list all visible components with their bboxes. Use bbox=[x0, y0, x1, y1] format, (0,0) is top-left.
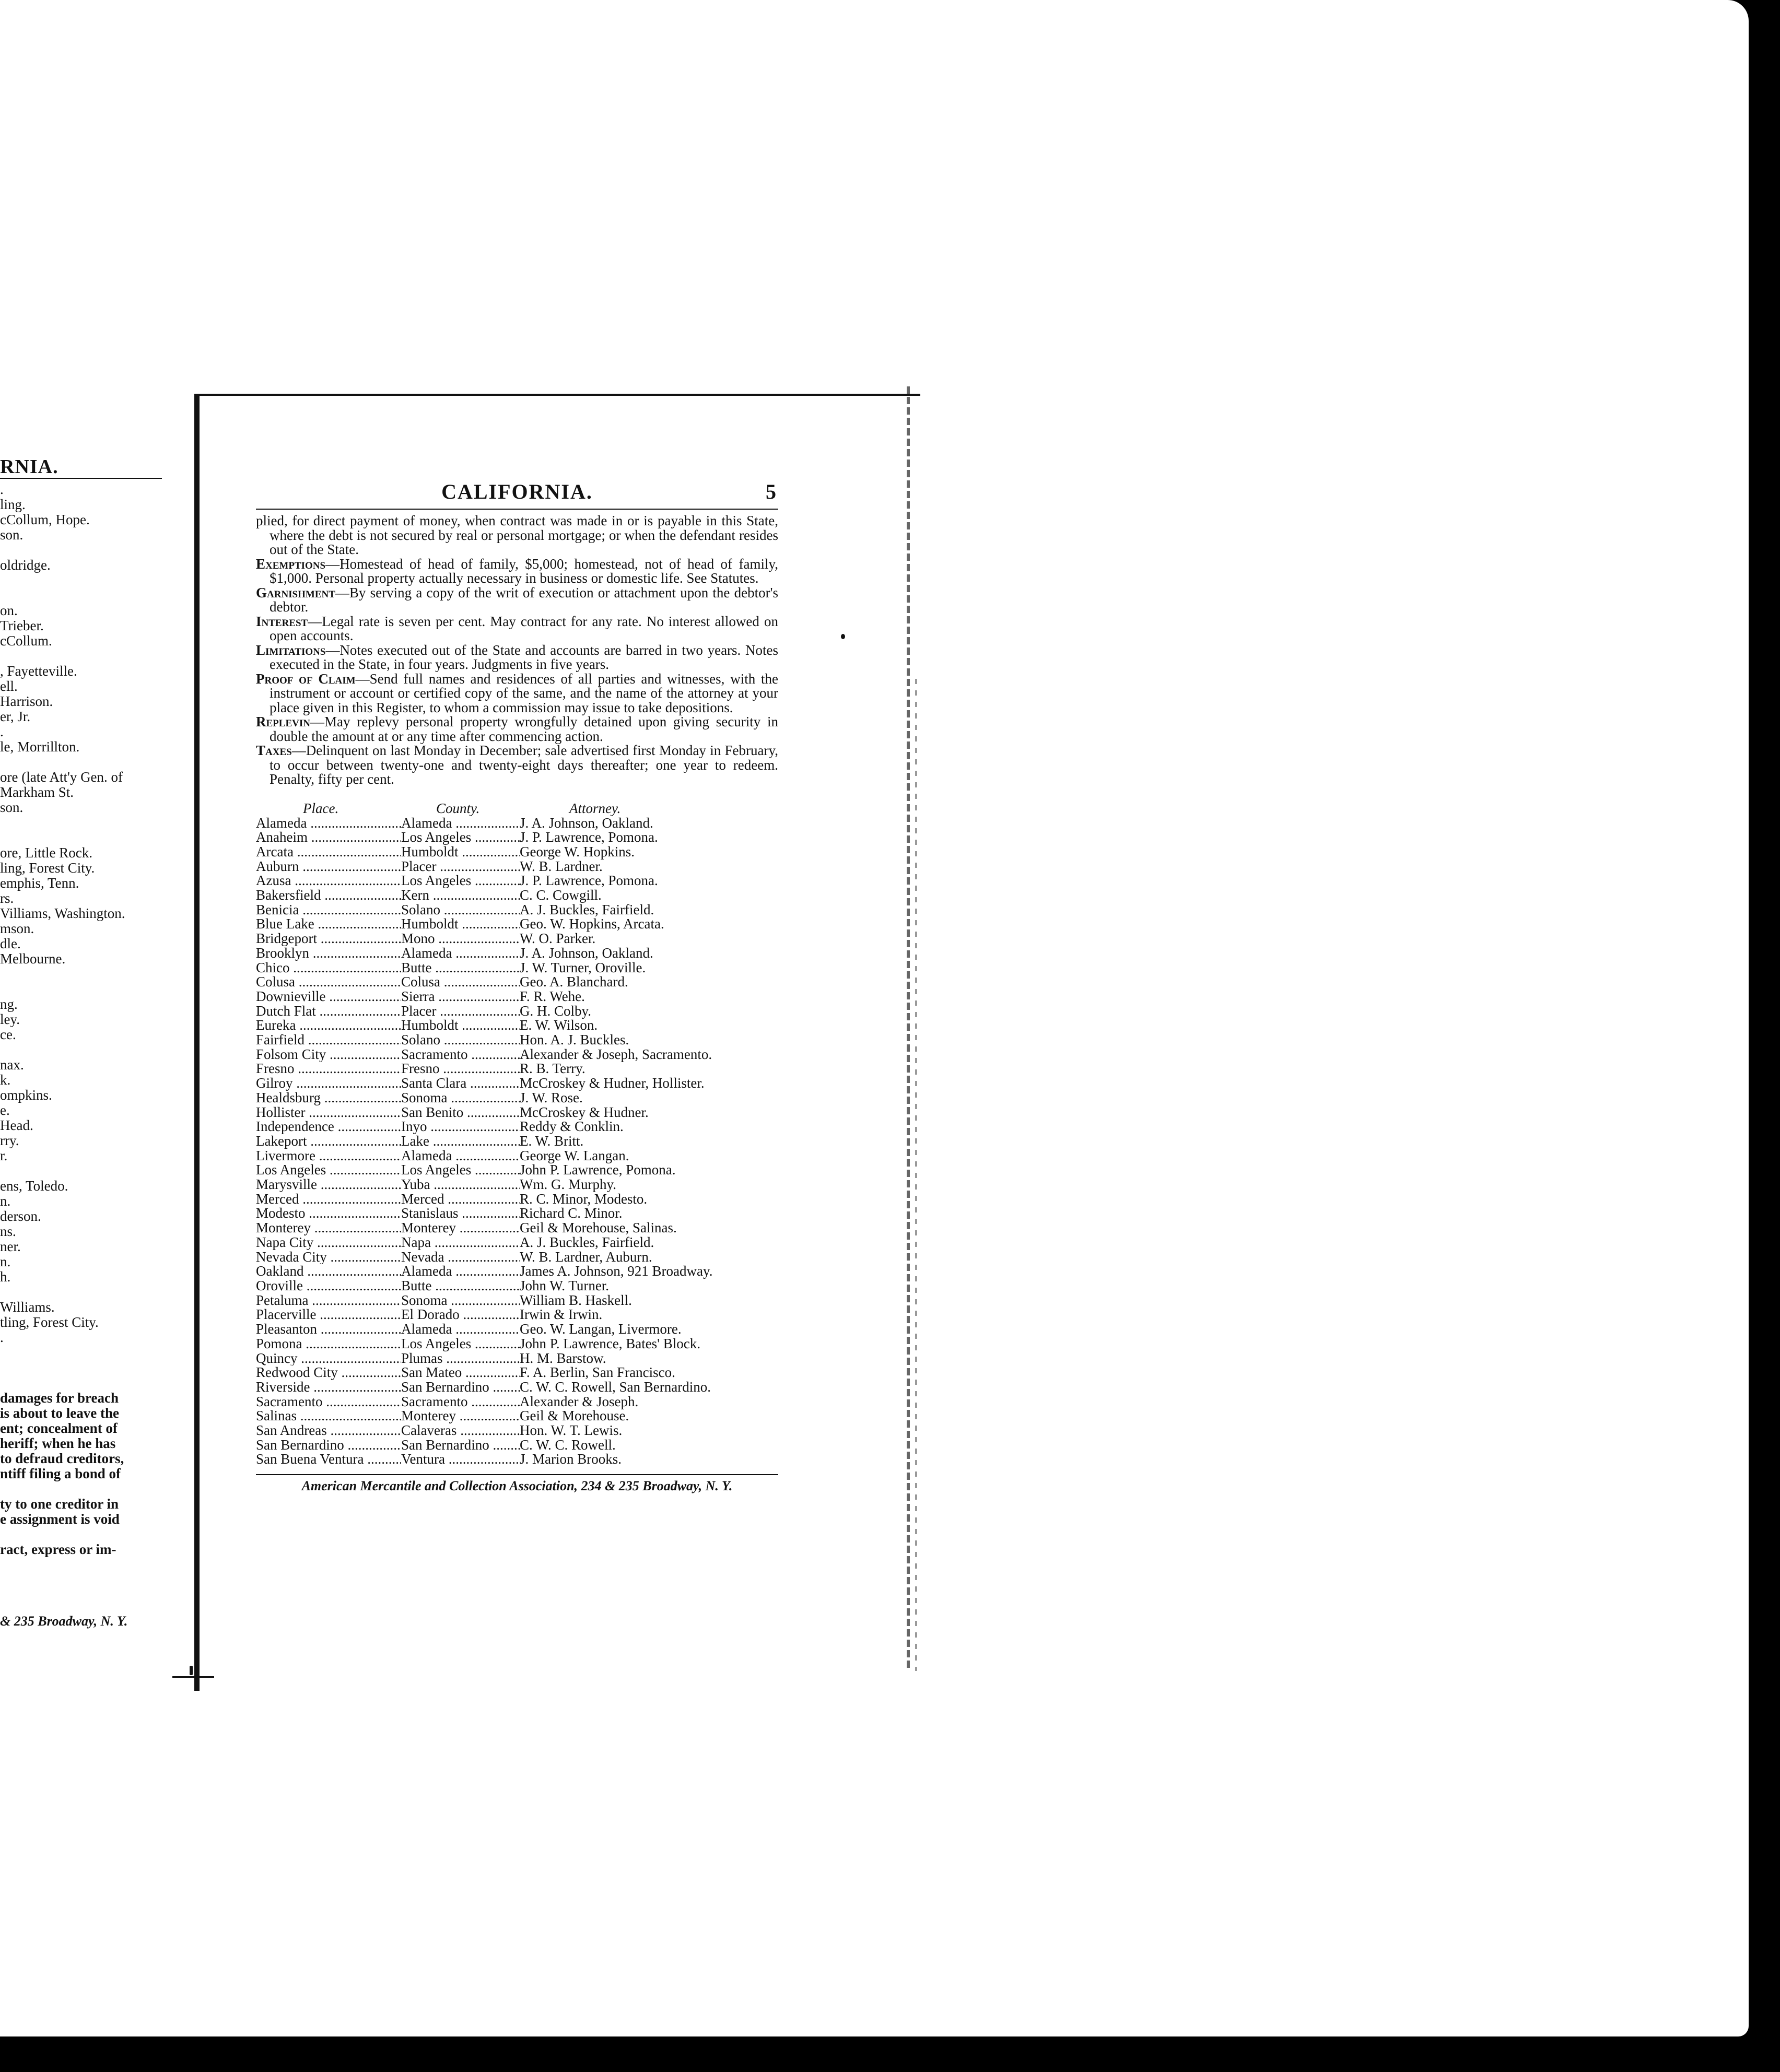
table-row bbox=[256, 1395, 778, 1409]
table-row bbox=[256, 1206, 778, 1221]
attorney-cell: Geo. W. Hopkins, Arcata. bbox=[520, 916, 664, 932]
table-row bbox=[256, 1235, 778, 1250]
attorney-cell: J. A. Johnson, Oakland. bbox=[520, 815, 653, 831]
table-row bbox=[256, 961, 778, 975]
place-cell: Los Angeles ..... bbox=[256, 1163, 401, 1178]
table-row bbox=[256, 1149, 778, 1163]
place-cell: Oakland ..... bbox=[256, 1264, 401, 1279]
previous-page-line: ent; concealment of bbox=[0, 1420, 118, 1436]
page-corner-mark bbox=[172, 1676, 214, 1693]
county-cell: Merced ..... bbox=[401, 1192, 520, 1207]
table-row bbox=[256, 1452, 778, 1467]
column-header-place: Place. bbox=[303, 800, 339, 816]
attorney-cell: Geil & Morehouse. bbox=[520, 1408, 629, 1424]
attorney-cell: George W. Langan. bbox=[520, 1147, 629, 1163]
attorney-cell: J. P. Lawrence, Pomona. bbox=[520, 873, 658, 889]
previous-page-line: ore (late Att'y Gen. of bbox=[0, 769, 123, 785]
table-row bbox=[256, 1120, 778, 1134]
county-cell: Yuba ..... bbox=[401, 1178, 520, 1192]
table-row bbox=[256, 1322, 778, 1337]
previous-page-line: ling. bbox=[0, 497, 26, 512]
table-row bbox=[256, 903, 778, 917]
previous-page-line: ntiff filing a bond of bbox=[0, 1466, 121, 1481]
page-header bbox=[256, 475, 778, 510]
attorney-cell: Richard C. Minor. bbox=[520, 1205, 623, 1221]
attorney-cell: William B. Haskell. bbox=[520, 1292, 632, 1308]
previous-page-line bbox=[0, 815, 162, 830]
place-cell: Folsom City ..... bbox=[256, 1047, 401, 1062]
table-row bbox=[256, 1279, 778, 1293]
previous-page-line: rs. bbox=[0, 890, 14, 906]
previous-page-line bbox=[0, 1163, 162, 1179]
place-cell: Anaheim ..... bbox=[256, 830, 401, 845]
county-cell: Placer ..... bbox=[401, 1004, 520, 1019]
previous-page-line: tling, Forest City. bbox=[0, 1314, 99, 1330]
previous-page-line bbox=[0, 1042, 162, 1057]
previous-page-line: emphis, Tenn. bbox=[0, 875, 79, 891]
table-row bbox=[256, 1380, 778, 1395]
place-cell: Riverside ..... bbox=[256, 1380, 401, 1395]
place-cell: Blue Lake ..... bbox=[256, 917, 401, 932]
place-cell: Gilroy ..... bbox=[256, 1076, 401, 1091]
attorney-cell: McCroskey & Hudner. bbox=[520, 1104, 649, 1120]
attorney-cell: C. W. C. Rowell, San Bernardino. bbox=[520, 1379, 711, 1395]
table-row bbox=[256, 1004, 778, 1019]
law-paragraph bbox=[256, 514, 778, 557]
county-cell: Sonoma ..... bbox=[401, 1293, 520, 1308]
attorney-table-header bbox=[256, 800, 778, 816]
table-row bbox=[256, 946, 778, 961]
attorney-cell: E. W. Wilson. bbox=[520, 1017, 598, 1033]
county-cell: Humboldt ..... bbox=[401, 917, 520, 932]
attorney-cell: A. J. Buckles, Fairfield. bbox=[520, 901, 654, 917]
table-row bbox=[256, 990, 778, 1004]
law-paragraph bbox=[256, 557, 778, 586]
previous-page-line bbox=[0, 1527, 162, 1542]
law-text: —Legal rate is seven per cent. May contract for any rate. No interest allowed on open accounts. bbox=[270, 613, 778, 643]
page-footer: American Mercantile and Collection Association, 234 & 235 Broadway, N. Y. bbox=[256, 1474, 778, 1494]
attorney-cell: W. O. Parker. bbox=[520, 931, 596, 947]
previous-page-line: . bbox=[0, 724, 4, 739]
county-cell: Calaveras ..... bbox=[401, 1423, 520, 1438]
attorney-cell: J. A. Johnson, Oakland. bbox=[520, 945, 653, 961]
table-row bbox=[256, 1076, 778, 1091]
previous-page-line bbox=[0, 543, 162, 558]
place-cell: Arcata ..... bbox=[256, 845, 401, 860]
attorney-cell: Irwin & Irwin. bbox=[520, 1306, 603, 1323]
place-cell: Sacramento ..... bbox=[256, 1395, 401, 1409]
place-cell: Fairfield ..... bbox=[256, 1033, 401, 1047]
previous-page-lines bbox=[0, 482, 162, 1557]
attorney-cell: Reddy & Conklin. bbox=[520, 1119, 624, 1135]
previous-page-line: e assignment is void bbox=[0, 1511, 120, 1527]
county-cell: Stanislaus ..... bbox=[401, 1206, 520, 1221]
law-text: —Homestead of head of family, $5,000; homestead, not of head of family, $1,000. Personal property actually necessary in business or domestic life. See Statutes. bbox=[270, 556, 778, 586]
page-number: 5 bbox=[766, 480, 776, 503]
previous-page-line: nax. bbox=[0, 1057, 24, 1073]
previous-page-line bbox=[0, 1345, 162, 1360]
table-row bbox=[256, 1062, 778, 1076]
place-cell: Modesto ..... bbox=[256, 1206, 401, 1221]
column-header-attorney: Attorney. bbox=[569, 800, 621, 816]
attorney-cell: John P. Lawrence, Pomona. bbox=[520, 1162, 676, 1178]
attorney-cell: W. B. Lardner, Auburn. bbox=[520, 1249, 652, 1265]
law-term: Limitations bbox=[256, 642, 326, 658]
place-cell: Healdsburg ..... bbox=[256, 1091, 401, 1105]
county-cell: Alameda ..... bbox=[401, 1264, 520, 1279]
attorney-cell: Geo. W. Langan, Livermore. bbox=[520, 1321, 682, 1337]
page-title: CALIFORNIA. bbox=[441, 480, 593, 503]
attorney-cell: Geil & Morehouse, Salinas. bbox=[520, 1220, 677, 1236]
table-row bbox=[256, 1221, 778, 1235]
attorney-cell: J. P. Lawrence, Pomona. bbox=[520, 829, 658, 845]
place-cell: Alameda ..... bbox=[256, 816, 401, 831]
table-row bbox=[256, 888, 778, 903]
law-text: —Notes executed out of the State and accounts are barred in two years. Notes executed in the State, in four years. Judgments in five years. bbox=[270, 642, 778, 672]
table-row bbox=[256, 1365, 778, 1380]
table-row bbox=[256, 1105, 778, 1120]
county-cell: Alameda ..... bbox=[401, 816, 520, 831]
place-cell: Livermore ..... bbox=[256, 1149, 401, 1163]
attorney-cell: Hon. A. J. Buckles. bbox=[520, 1032, 629, 1048]
previous-page-line bbox=[0, 1481, 162, 1497]
previous-page-line: ner. bbox=[0, 1239, 21, 1254]
previous-page-line: is about to leave the bbox=[0, 1405, 119, 1421]
county-cell: Alameda ..... bbox=[401, 946, 520, 961]
law-text: plied, for direct payment of money, when contract was made in or is payable in this State, where the debt is not secured by real or personal mortgage; or when the defendant resides out of the State. bbox=[256, 513, 778, 557]
place-cell: Monterey ..... bbox=[256, 1221, 401, 1235]
previous-page-line: Markham St. bbox=[0, 784, 74, 800]
county-cell: Monterey ..... bbox=[401, 1221, 520, 1235]
place-cell: Downieville ..... bbox=[256, 990, 401, 1004]
place-cell: Fresno ..... bbox=[256, 1062, 401, 1076]
law-term: Garnishment bbox=[256, 584, 335, 601]
previous-page-line: ell. bbox=[0, 678, 18, 694]
place-cell: Azusa ..... bbox=[256, 874, 401, 888]
county-cell: Santa Clara ..... bbox=[401, 1076, 520, 1091]
page-edge-rule-secondary bbox=[915, 679, 917, 1671]
previous-page-line: . bbox=[0, 1329, 4, 1345]
attorney-cell: E. W. Britt. bbox=[520, 1133, 584, 1149]
place-cell: Pomona ..... bbox=[256, 1337, 401, 1351]
previous-page-line: on. bbox=[0, 603, 18, 618]
table-row bbox=[256, 1047, 778, 1062]
law-summary bbox=[256, 514, 778, 787]
previous-page-line: ce. bbox=[0, 1027, 16, 1042]
attorney-cell: Wm. G. Murphy. bbox=[520, 1176, 616, 1193]
previous-page-line: oldridge. bbox=[0, 557, 51, 573]
place-cell: Oroville ..... bbox=[256, 1279, 401, 1293]
county-cell: Kern ..... bbox=[401, 888, 520, 903]
county-cell: San Benito ..... bbox=[401, 1105, 520, 1120]
county-cell: Placer ..... bbox=[401, 860, 520, 874]
county-cell: Napa ..... bbox=[401, 1235, 520, 1250]
law-text: —Send full names and residences of all parties and witnesses, with the instrument or account or certified copy of the same, and the name of the attorney at your place given in this Register, to whom a commission may issue to take depositions. bbox=[270, 670, 778, 715]
table-row bbox=[256, 917, 778, 932]
attorney-cell: Geo. A. Blanchard. bbox=[520, 974, 628, 990]
previous-page-line: rry. bbox=[0, 1133, 19, 1148]
previous-page-line: ens, Toledo. bbox=[0, 1178, 68, 1194]
attorney-cell: James A. Johnson, 921 Broadway. bbox=[520, 1263, 713, 1279]
attorney-cell: A. J. Buckles, Fairfield. bbox=[520, 1234, 654, 1250]
previous-page-fragment bbox=[0, 460, 162, 1645]
attorney-cell: John P. Lawrence, Bates' Block. bbox=[520, 1335, 701, 1351]
county-cell: Plumas ..... bbox=[401, 1351, 520, 1366]
table-row bbox=[256, 1178, 778, 1192]
place-cell: Merced ..... bbox=[256, 1192, 401, 1207]
previous-page-line: dle. bbox=[0, 936, 21, 951]
table-row bbox=[256, 1337, 778, 1351]
attorney-cell: Hon. W. T. Lewis. bbox=[520, 1422, 623, 1439]
place-cell: Napa City ..... bbox=[256, 1235, 401, 1250]
place-cell: Lakeport ..... bbox=[256, 1134, 401, 1149]
place-cell: Chico ..... bbox=[256, 961, 401, 975]
previous-page-line: ract, express or im- bbox=[0, 1541, 116, 1557]
previous-page-line: Trieber. bbox=[0, 618, 44, 633]
previous-page-line: ling, Forest City. bbox=[0, 860, 95, 876]
county-cell: Lake ..... bbox=[401, 1134, 520, 1149]
place-cell: Colusa ..... bbox=[256, 975, 401, 990]
county-cell: Butte ..... bbox=[401, 961, 520, 975]
attorney-cell: J. Marion Brooks. bbox=[520, 1451, 622, 1467]
previous-page-line: Williams. bbox=[0, 1299, 55, 1315]
county-cell: San Bernardino ..... bbox=[401, 1438, 520, 1453]
law-term: Interest bbox=[256, 613, 308, 629]
previous-page-line: ty to one creditor in bbox=[0, 1496, 119, 1512]
county-cell: Alameda ..... bbox=[401, 1322, 520, 1337]
previous-page-line: Harrison. bbox=[0, 693, 53, 709]
county-cell: Mono ..... bbox=[401, 932, 520, 946]
county-cell: Sonoma ..... bbox=[401, 1091, 520, 1105]
place-cell: Bakersfield ..... bbox=[256, 888, 401, 903]
table-row bbox=[256, 1308, 778, 1322]
county-cell: Alameda ..... bbox=[401, 1149, 520, 1163]
attorney-cell: McCroskey & Hudner, Hollister. bbox=[520, 1075, 705, 1091]
place-cell: Pleasanton ..... bbox=[256, 1322, 401, 1337]
previous-page-line: ley. bbox=[0, 1011, 20, 1027]
county-cell: Monterey ..... bbox=[401, 1409, 520, 1423]
law-term: Taxes bbox=[256, 743, 292, 758]
previous-page-line bbox=[0, 588, 162, 603]
previous-page-line bbox=[0, 1360, 162, 1375]
attorney-cell: W. B. Lardner. bbox=[520, 858, 603, 874]
county-cell: Solano ..... bbox=[401, 903, 520, 917]
previous-page-line: cCollum, Hope. bbox=[0, 512, 90, 527]
table-row bbox=[256, 1033, 778, 1047]
table-row bbox=[256, 975, 778, 990]
attorney-cell: F. A. Berlin, San Francisco. bbox=[520, 1364, 675, 1381]
previous-page-line: h. bbox=[0, 1269, 11, 1285]
county-cell: Los Angeles ..... bbox=[401, 874, 520, 888]
previous-page-line bbox=[0, 1285, 162, 1300]
place-cell: Eureka ..... bbox=[256, 1018, 401, 1033]
previous-page-footer: & 235 Broadway, N. Y. bbox=[0, 1614, 128, 1629]
law-paragraph bbox=[256, 643, 778, 672]
place-cell: San Buena Ventura ..... bbox=[256, 1452, 401, 1467]
previous-page-line bbox=[0, 1375, 162, 1391]
law-text: —May replevy personal property wrongfully detained upon giving security in double the amount at or any time after commencing action. bbox=[270, 714, 778, 744]
previous-page-line: ore, Little Rock. bbox=[0, 845, 92, 861]
previous-page-line: damages for breach bbox=[0, 1390, 119, 1406]
county-cell: Los Angeles ..... bbox=[401, 830, 520, 845]
county-cell: Humboldt ..... bbox=[401, 845, 520, 860]
previous-page-line: e. bbox=[0, 1102, 10, 1118]
table-row bbox=[256, 1192, 778, 1207]
attorney-cell: R. C. Minor, Modesto. bbox=[520, 1191, 648, 1207]
previous-page-line bbox=[0, 573, 162, 588]
law-term: Proof of Claim bbox=[256, 670, 356, 687]
previous-page-line: to defraud creditors, bbox=[0, 1451, 124, 1466]
county-cell: Nevada ..... bbox=[401, 1250, 520, 1265]
previous-page-line: Head. bbox=[0, 1117, 33, 1133]
previous-page-line: ns. bbox=[0, 1223, 16, 1239]
previous-page-line: le, Morrillton. bbox=[0, 739, 80, 755]
table-row bbox=[256, 816, 778, 831]
place-cell: San Andreas ..... bbox=[256, 1423, 401, 1438]
place-cell: Benicia ..... bbox=[256, 903, 401, 917]
county-cell: Los Angeles ..... bbox=[401, 1337, 520, 1351]
place-cell: Placerville ..... bbox=[256, 1308, 401, 1322]
place-cell: Hollister ..... bbox=[256, 1105, 401, 1120]
attorney-table bbox=[256, 816, 778, 1467]
previous-page-line: , Fayetteville. bbox=[0, 663, 77, 679]
previous-page-line: Villiams, Washington. bbox=[0, 905, 125, 921]
county-cell: Sacramento ..... bbox=[401, 1047, 520, 1062]
attorney-cell: John W. Turner. bbox=[520, 1278, 610, 1293]
law-text: —By serving a copy of the writ of execution or attachment upon the debtor's debtor. bbox=[270, 584, 778, 615]
table-row bbox=[256, 1018, 778, 1033]
place-cell: Nevada City ..... bbox=[256, 1250, 401, 1265]
previous-page-line: mson. bbox=[0, 921, 34, 936]
previous-page-line: r. bbox=[0, 1148, 8, 1163]
attorney-cell: R. B. Terry. bbox=[520, 1061, 585, 1077]
previous-page-line: ompkins. bbox=[0, 1087, 52, 1103]
place-cell: Brooklyn ..... bbox=[256, 946, 401, 961]
law-paragraph bbox=[256, 586, 778, 615]
previous-page-line: ng. bbox=[0, 996, 18, 1012]
previous-page-heading: RNIA. bbox=[0, 460, 162, 479]
place-cell: Independence ..... bbox=[256, 1120, 401, 1134]
county-cell: Sacramento ..... bbox=[401, 1395, 520, 1409]
county-cell: Inyo ..... bbox=[401, 1120, 520, 1134]
law-text: —Delinquent on last Monday in December; sale advertised first Monday in February, to occur between twenty-one and twenty-eight days thereafter; one year to redeem. Penalty, fifty per cent. bbox=[270, 743, 778, 787]
table-row bbox=[256, 1351, 778, 1366]
table-row bbox=[256, 860, 778, 874]
page-content bbox=[256, 475, 778, 1494]
previous-page-line: heriff; when he has bbox=[0, 1435, 116, 1451]
attorney-cell: Alexander & Joseph, Sacramento. bbox=[520, 1046, 712, 1062]
table-row bbox=[256, 1134, 778, 1149]
column-header-county: County. bbox=[436, 800, 480, 816]
attorney-cell: G. H. Colby. bbox=[520, 1003, 592, 1019]
attorney-cell: J. W. Turner, Oroville. bbox=[520, 959, 646, 975]
table-row bbox=[256, 845, 778, 860]
table-row bbox=[256, 1163, 778, 1178]
county-cell: Sierra ..... bbox=[401, 990, 520, 1004]
table-row bbox=[256, 1250, 778, 1265]
county-cell: El Dorado ..... bbox=[401, 1308, 520, 1322]
previous-page-line: cCollum. bbox=[0, 633, 52, 649]
place-cell: Petaluma ..... bbox=[256, 1293, 401, 1308]
county-cell: Ventura ..... bbox=[401, 1452, 520, 1467]
law-paragraph bbox=[256, 744, 778, 787]
law-paragraph bbox=[256, 715, 778, 744]
previous-page-line bbox=[0, 649, 162, 664]
county-cell: Butte ..... bbox=[401, 1279, 520, 1293]
previous-page-line: n. bbox=[0, 1193, 11, 1209]
previous-page-line: . bbox=[0, 481, 4, 497]
previous-page-line: er, Jr. bbox=[0, 709, 31, 724]
table-row bbox=[256, 932, 778, 946]
previous-page-line bbox=[0, 755, 162, 770]
law-term: Replevin bbox=[256, 714, 310, 729]
law-term: Exemptions bbox=[256, 556, 326, 572]
previous-page-line: son. bbox=[0, 799, 24, 815]
place-cell: Marysville ..... bbox=[256, 1178, 401, 1192]
table-row bbox=[256, 874, 778, 888]
county-cell: Colusa ..... bbox=[401, 975, 520, 990]
place-cell: Salinas ..... bbox=[256, 1409, 401, 1423]
attorney-cell: C. W. C. Rowell. bbox=[520, 1437, 616, 1453]
place-cell: Auburn ..... bbox=[256, 860, 401, 874]
county-cell: Humboldt ..... bbox=[401, 1018, 520, 1033]
attorney-cell: Alexander & Joseph. bbox=[520, 1393, 639, 1409]
previous-page-line: derson. bbox=[0, 1208, 41, 1224]
table-row bbox=[256, 1409, 778, 1423]
ink-mark bbox=[190, 1666, 193, 1675]
table-row bbox=[256, 1091, 778, 1105]
county-cell: San Bernardino ..... bbox=[401, 1380, 520, 1395]
previous-page-line bbox=[0, 830, 162, 845]
page-edge-rule bbox=[907, 386, 910, 1671]
place-cell: Redwood City ..... bbox=[256, 1365, 401, 1380]
county-cell: Fresno ..... bbox=[401, 1062, 520, 1076]
table-row bbox=[256, 1423, 778, 1438]
previous-page-line: k. bbox=[0, 1072, 11, 1088]
attorney-cell: F. R. Wehe. bbox=[520, 988, 585, 1004]
attorney-cell: C. C. Cowgill. bbox=[520, 887, 602, 903]
table-row bbox=[256, 1438, 778, 1453]
previous-page-line: n. bbox=[0, 1254, 11, 1269]
table-row bbox=[256, 830, 778, 845]
place-cell: Dutch Flat ..... bbox=[256, 1004, 401, 1019]
previous-page-line: son. bbox=[0, 527, 24, 543]
attorney-cell: George W. Hopkins. bbox=[520, 843, 635, 860]
law-paragraph bbox=[256, 615, 778, 643]
law-paragraph bbox=[256, 672, 778, 715]
place-cell: Quincy ..... bbox=[256, 1351, 401, 1366]
ink-speck bbox=[841, 634, 845, 639]
previous-page-line: Melbourne. bbox=[0, 951, 66, 967]
attorney-cell: H. M. Barstow. bbox=[520, 1350, 606, 1366]
table-row bbox=[256, 1264, 778, 1279]
previous-page-line bbox=[0, 967, 162, 982]
county-cell: Solano ..... bbox=[401, 1033, 520, 1047]
table-row bbox=[256, 1293, 778, 1308]
previous-page-line bbox=[0, 982, 162, 997]
county-cell: Los Angeles ..... bbox=[401, 1163, 520, 1178]
county-cell: San Mateo ..... bbox=[401, 1365, 520, 1380]
place-cell: Bridgeport ..... bbox=[256, 932, 401, 946]
place-cell: San Bernardino ..... bbox=[256, 1438, 401, 1453]
attorney-cell: J. W. Rose. bbox=[520, 1089, 583, 1105]
